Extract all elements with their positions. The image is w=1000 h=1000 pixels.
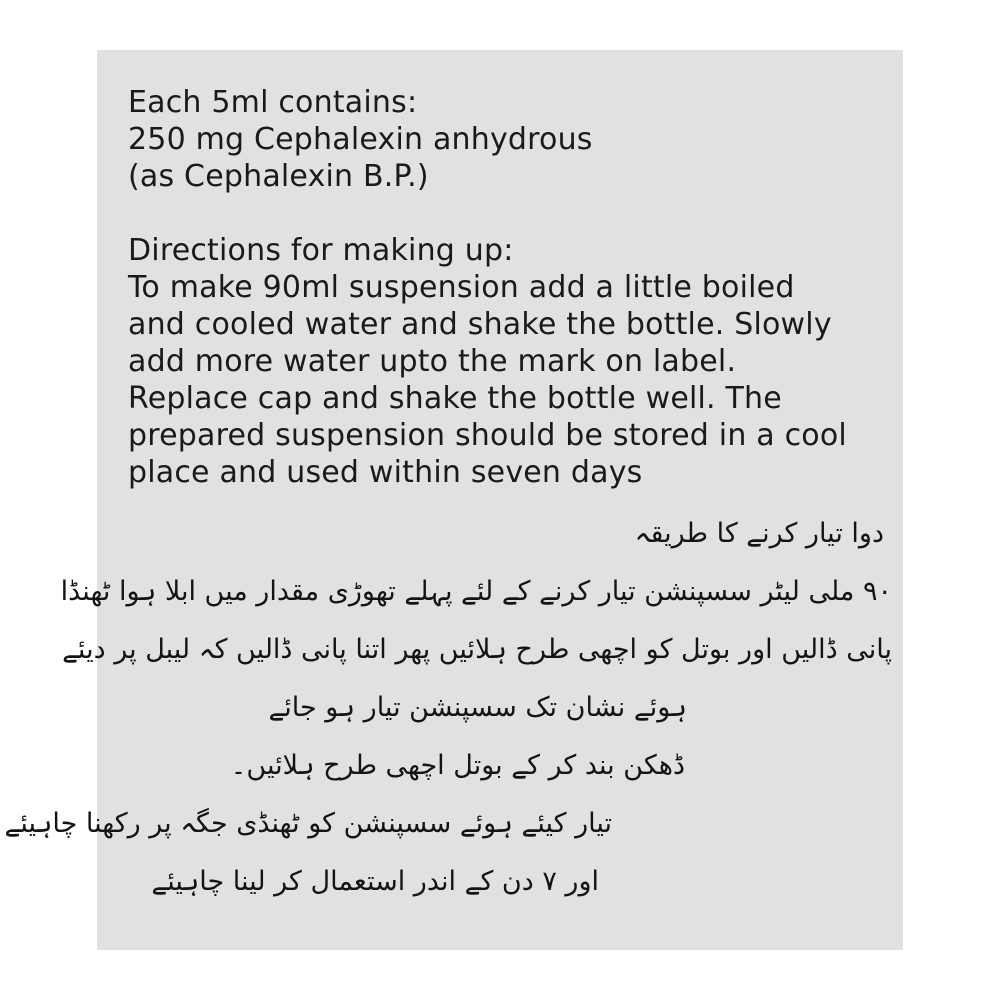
urdu-line: پانی ڈالیں اور بوتل کو اچھی طرح ہلائیں پھر اتنا پانی ڈالیں کہ لیبل پر دیئے — [62, 634, 892, 665]
directions-heading: Directions for making up: — [128, 233, 514, 268]
directions-line: place and used within seven days — [128, 455, 643, 490]
urdu-line: تیار کیئے ہوئے سسپنشن کو ٹھنڈی جگہ پر رکھنا چاہیئے — [4, 808, 612, 839]
directions-line: and cooled water and shake the bottle. Slowly — [128, 307, 832, 342]
composition-strength: 250 mg Cephalexin anhydrous — [128, 122, 593, 157]
directions-line: To make 90ml suspension add a little boiled — [128, 270, 795, 305]
urdu-line: ۹۰ ملی لیٹر سسپنشن تیار کرنے کے لئے پہلے تھوڑی مقدار میں ابلا ہوا ٹھنڈا — [60, 576, 892, 607]
urdu-line: اور ۷ دن کے اندر استعمال کر لینا چاہیئے — [151, 866, 599, 897]
composition-heading: Each 5ml contains: — [128, 85, 418, 120]
urdu-instructions — [4, 505, 892, 911]
paragraph-gap — [128, 195, 888, 232]
label-panel — [4, 50, 903, 950]
english-instructions — [128, 84, 888, 491]
urdu-line: ہوئے نشان تک سسپنشن تیار ہو جائے — [268, 692, 687, 723]
urdu-line: ڈھکن بند کر کے بوتل اچھی طرح ہلائیں۔ — [230, 750, 685, 781]
urdu-heading: دوا تیار کرنے کا طریقہ — [634, 518, 884, 549]
composition-source: (as Cephalexin B.P.) — [128, 159, 429, 194]
directions-line: add more water upto the mark on label. — [128, 344, 737, 379]
directions-line: prepared suspension should be stored in a cool — [128, 418, 847, 453]
directions-line: Replace cap and shake the bottle well. The — [128, 381, 782, 416]
